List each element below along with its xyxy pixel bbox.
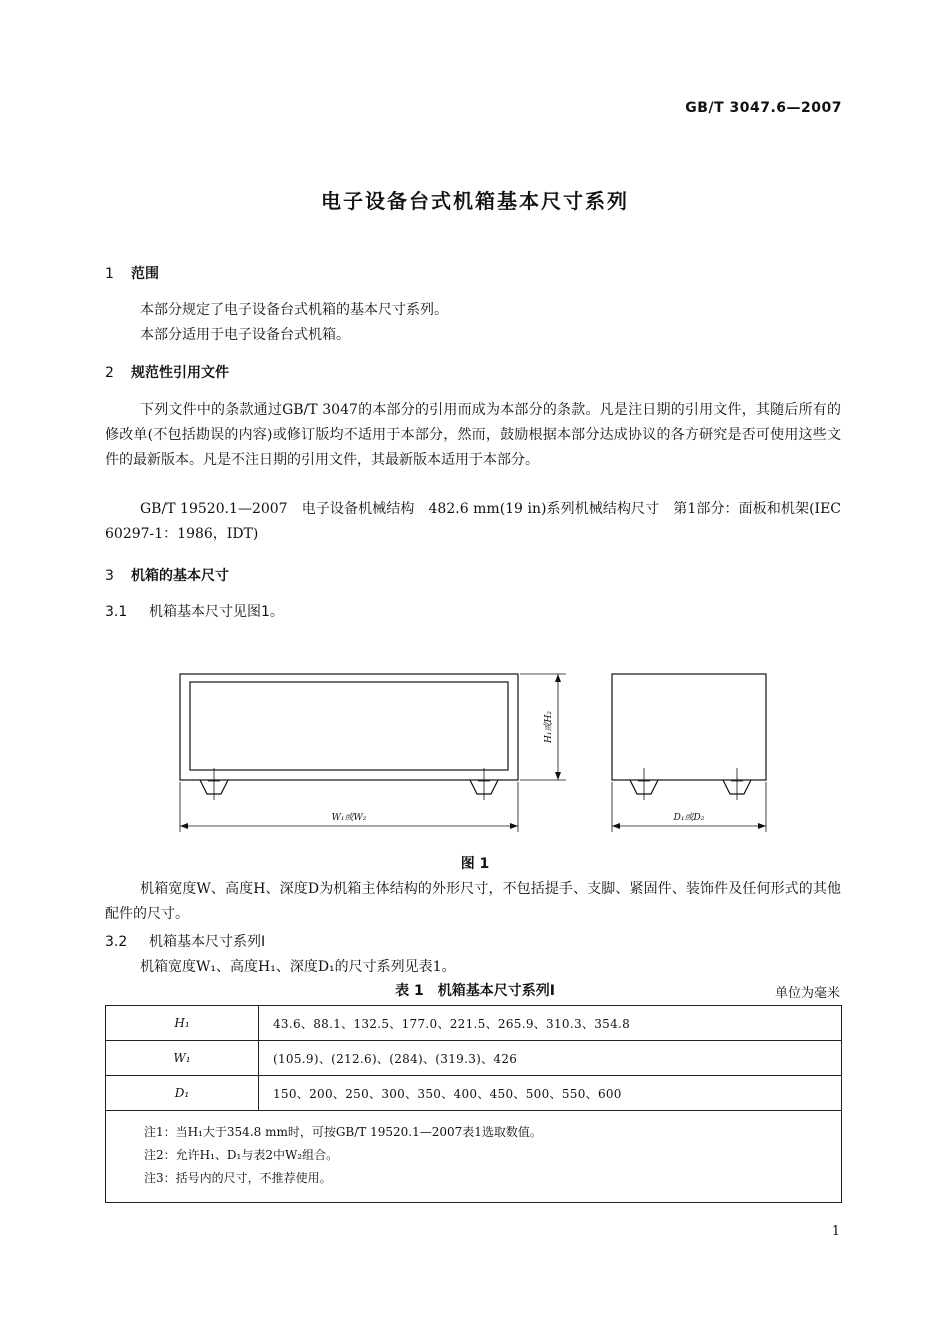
section-title: 机箱的基本尺寸: [131, 568, 229, 584]
table-symbol-cell: W₁: [106, 1041, 259, 1076]
standard-code: GB/T 3047.6—2007: [685, 100, 842, 116]
table-symbol-cell: D₁: [106, 1076, 259, 1111]
depth-label: D₁或D₂: [673, 813, 705, 823]
height-label: H₁或H₂: [544, 711, 554, 743]
table-caption: 表 1 机箱基本尺寸系列Ⅰ: [395, 983, 555, 999]
subsection-text: 机箱基本尺寸见图1。: [149, 604, 284, 620]
section-1-paragraph-1: 本部分规定了电子设备台式机箱的基本尺寸系列。: [140, 302, 448, 318]
subsection-3-1: [105, 601, 284, 621]
document-title: 电子设备台式机箱基本尺寸系列: [321, 189, 629, 213]
table-unit: 单位为毫米: [774, 986, 840, 1001]
section-number: 1: [105, 266, 114, 282]
table-note: 注1：当H₁大于354.8 mm时，可按GB/T 19520.1—2007表1选取数值。: [144, 1125, 542, 1139]
section-2-heading: [105, 362, 229, 382]
section-2-paragraph-1: 下列文件中的条款通过GB/T 3047的本部分的引用而成为本部分的条款。凡是注日期的引用文件，其随后所有的修改单(不包括勘误的内容)或修订版均不适用于本部分，然而，鼓励根据本部分达成协议的各方研究是否可使用这些文件的最新版本。凡是不注日期的引用文件，其最新版本适用于本部分。: [105, 402, 841, 468]
table-note: 注2：允许H₁、D₁与表2中W₂组合。: [144, 1148, 339, 1162]
width-label: W₁或W₂: [331, 813, 367, 823]
table-value-cell: 150、200、250、300、350、400、450、500、550、600: [259, 1076, 842, 1111]
table-row: [106, 1076, 842, 1111]
section-number: 3: [105, 568, 114, 584]
figure-note: 机箱宽度W、高度H、深度D为机箱主体结构的外形尺寸，不包括提手、支脚、紧固件、装饰件及任何形式的其他配件的尺寸。: [105, 881, 841, 922]
page-number: 1: [831, 1224, 840, 1239]
section-number: 2: [105, 365, 114, 381]
subsection-text: 机箱基本尺寸系列Ⅰ: [149, 934, 266, 950]
table-value-cell: (105.9)、(212.6)、(284)、(319.3)、426: [259, 1041, 842, 1076]
subsection-3-2: [105, 931, 265, 951]
figure-caption: 图 1: [460, 856, 490, 872]
subsection-3-2-text: 机箱宽度W₁、高度H₁、深度D₁的尺寸系列见表1。: [140, 959, 456, 975]
figure-1-diagram: [170, 660, 790, 840]
table-row: [106, 1041, 842, 1076]
front-panel: [190, 682, 508, 770]
section-1-heading: [105, 263, 159, 283]
table-notes-row: [106, 1111, 842, 1203]
table-value-cell: 43.6、88.1、132.5、177.0、221.5、265.9、310.3、354.8: [259, 1006, 842, 1041]
dimension-table: [105, 1005, 842, 1203]
table-symbol-cell: H₁: [106, 1006, 259, 1041]
section-1-paragraph-2: 本部分适用于电子设备台式机箱。: [140, 327, 350, 343]
subsection-number: 3.2: [105, 934, 128, 950]
front-view-outline: [180, 674, 518, 780]
table-notes: [106, 1111, 842, 1203]
section-title: 范围: [131, 266, 159, 282]
table-row: [106, 1006, 842, 1041]
table-note: 注3：括号内的尺寸，不推荐使用。: [144, 1171, 332, 1185]
section-2-reference: GB/T 19520.1—2007 电子设备机械结构 482.6 mm(19 in)系列机械结构尺寸 第1部分：面板和机架(IEC 60297-1：1986，IDT): [105, 501, 841, 542]
subsection-number: 3.1: [105, 604, 128, 620]
section-title: 规范性引用文件: [131, 365, 229, 381]
section-3-heading: [105, 565, 229, 585]
side-view-outline: [612, 674, 766, 780]
